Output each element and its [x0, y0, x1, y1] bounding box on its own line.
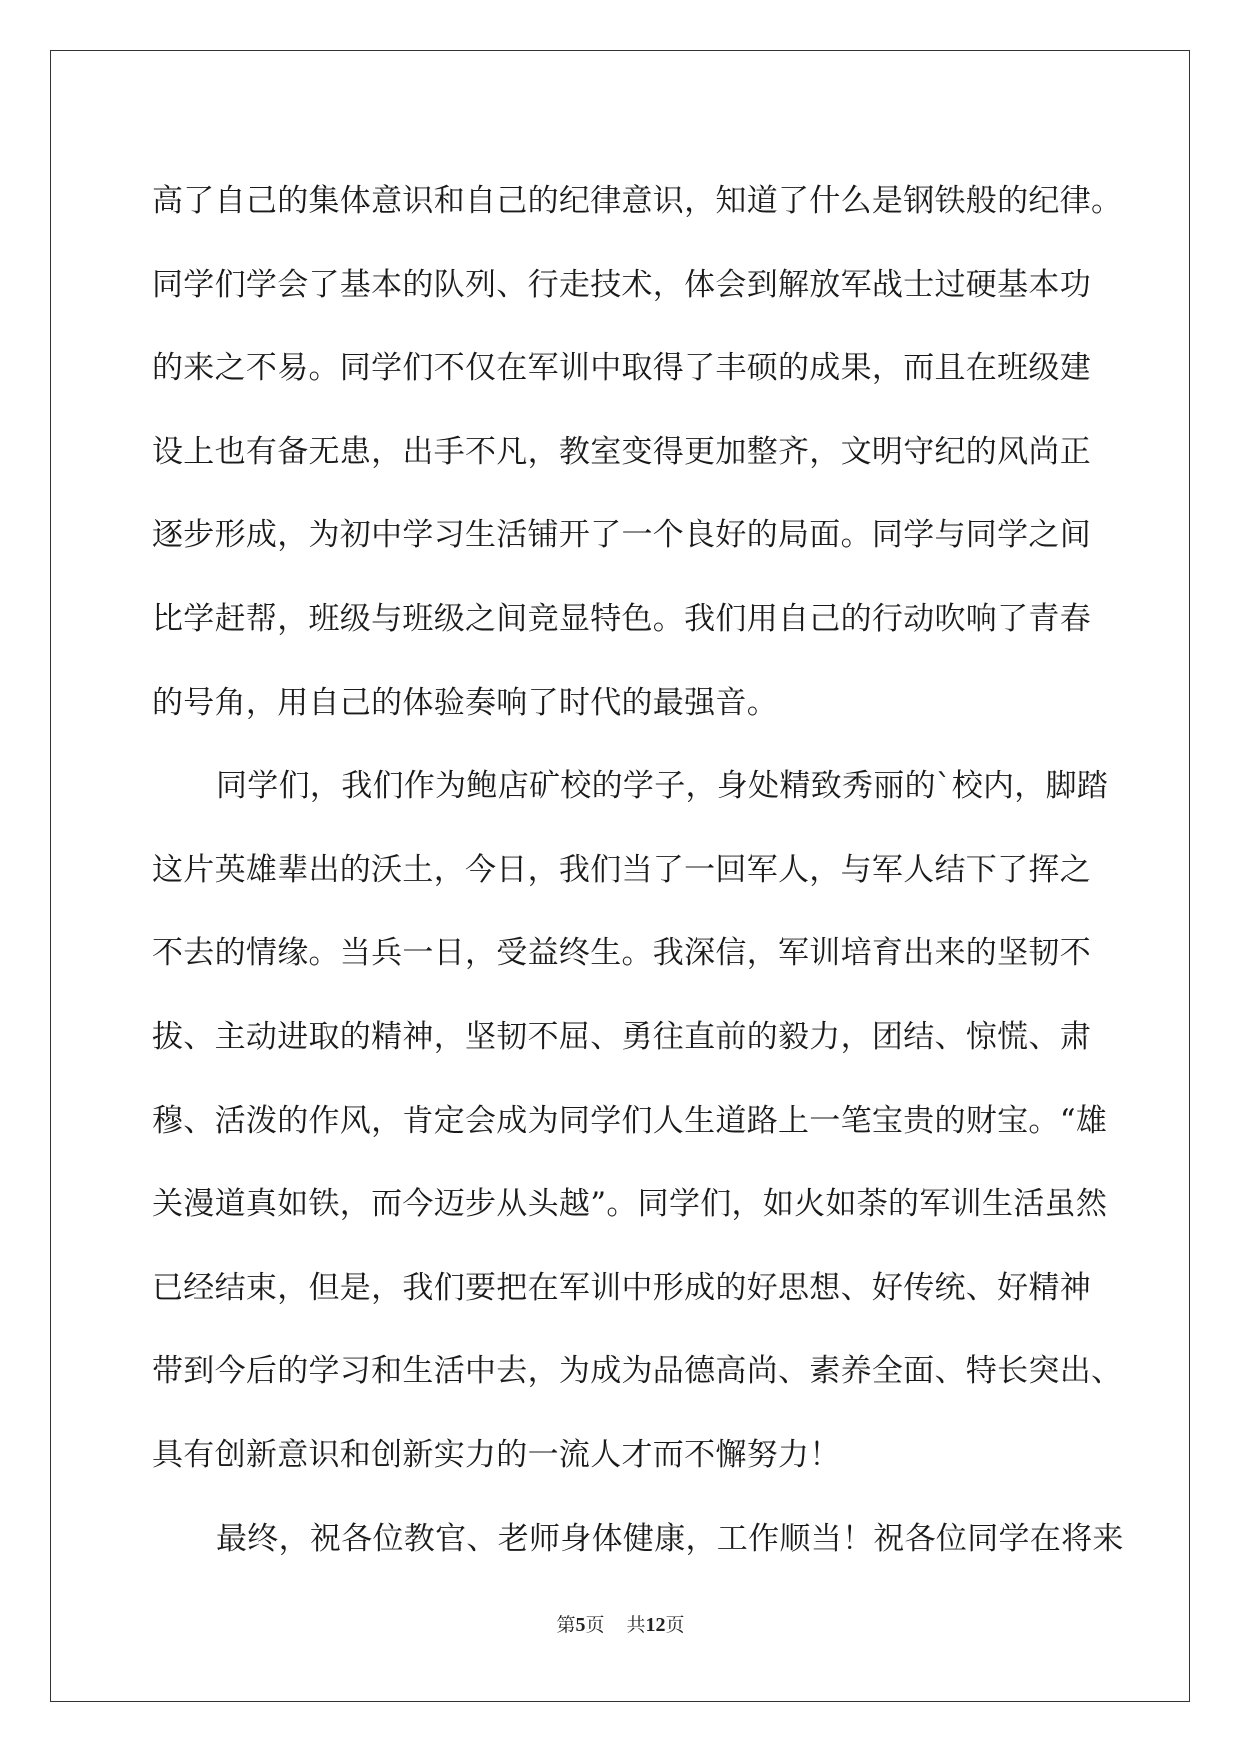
page-footer	[0, 1610, 1241, 1637]
paragraph-start-line: 最终，祝各位教官、老师身体健康，工作顺当！祝各位同学在将来	[216, 1520, 1124, 1557]
text-line: 的号角，用自己的体验奏响了时代的最强音。	[152, 684, 778, 721]
text-line: 这片英雄辈出的沃土，今日，我们当了一回军人，与军人结下了挥之	[152, 851, 1091, 888]
footer-total-suffix: 页	[665, 1614, 685, 1636]
text-line: 带到今后的学习和生活中去，为成为品德高尚、素养全面、特长突出、	[152, 1353, 1123, 1390]
total-page-number: 12	[645, 1614, 666, 1636]
paragraph-start-line: 同学们，我们作为鲍店矿校的学子，身处精致秀丽的`校内，脚踏	[216, 768, 1109, 805]
text-line: 具有创新意识和创新实力的一流人才而不懈努力！	[152, 1436, 841, 1473]
text-line: 比学赶帮，班级与班级之间竞显特色。我们用自己的行动吹响了青春	[152, 600, 1091, 637]
text-line: 同学们学会了基本的队列、行走技术，体会到解放军战士过硬基本功	[152, 266, 1091, 303]
footer-prefix: 第	[556, 1614, 576, 1636]
text-line: 的来之不易。同学们不仅在军训中取得了丰硕的成果，而且在班级建	[152, 350, 1091, 387]
text-line: 已经结束，但是，我们要把在军训中形成的好思想、好传统、好精神	[152, 1269, 1091, 1306]
text-line: 关漫道真如铁，而今迈步从头越”。同学们，如火如荼的军训生活虽然	[152, 1186, 1108, 1223]
footer-total-prefix: 共	[626, 1614, 646, 1636]
text-line: 穆、活泼的作风，肯定会成为同学们人生道路上一笔宝贵的财宝。“雄	[152, 1102, 1108, 1139]
text-line: 设上也有备无患，出手不凡，教室变得更加整齐，文明守纪的风尚正	[152, 433, 1091, 470]
text-line: 不去的情缘。当兵一日，受益终生。我深信，军训培育出来的坚韧不	[152, 935, 1091, 972]
text-line: 拔、主动进取的精神，坚韧不屈、勇往直前的毅力，团结、惊慌、肃	[152, 1018, 1091, 1055]
text-line: 逐步形成，为初中学习生活铺开了一个良好的局面。同学与同学之间	[152, 517, 1091, 554]
text-line: 高了自己的集体意识和自己的纪律意识，知道了什么是钢铁般的纪律。	[152, 183, 1123, 219]
current-page-number: 5	[575, 1614, 586, 1636]
document-body	[152, 160, 1124, 1581]
footer-page-suffix: 页	[585, 1614, 605, 1636]
